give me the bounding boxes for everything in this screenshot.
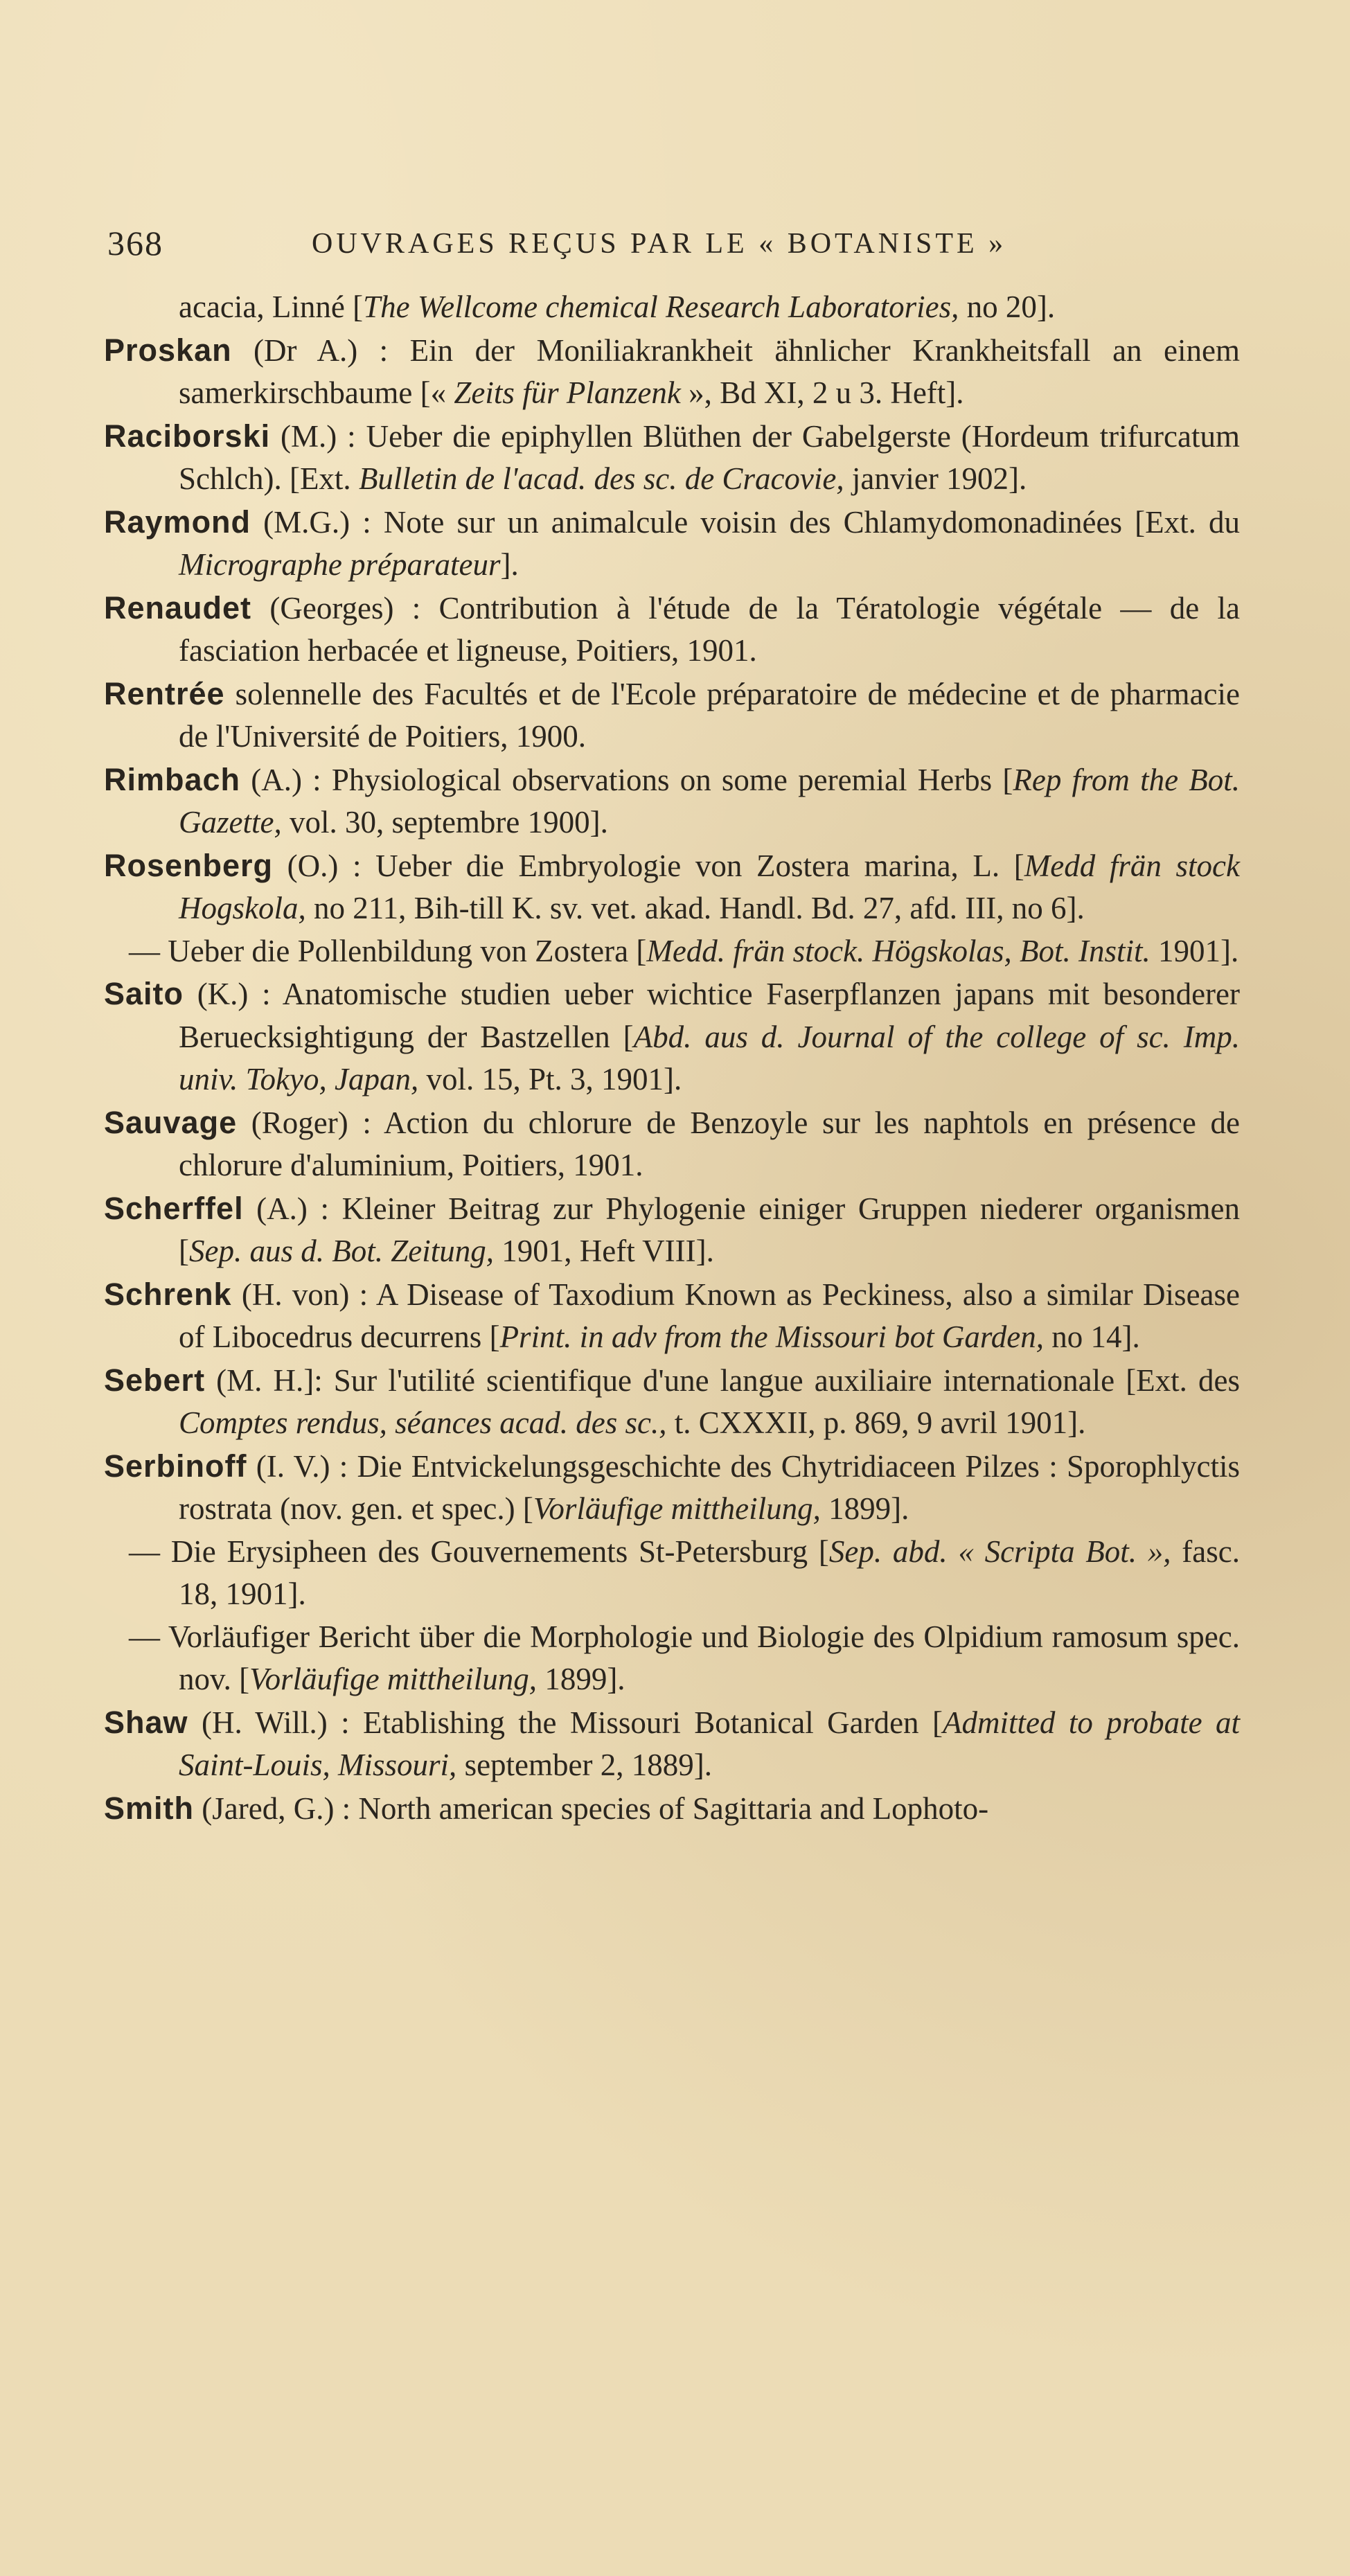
bibliography-entry	[104, 1445, 1240, 1531]
entry-details: (Roger) : Action du chlorure de Benzoyle sur les naphtols en présence de chlorure d'aluminium, Poitiers, 1901.	[179, 1105, 1240, 1182]
entry-details: (K.) : Anatomische studien ueber wichtice Faserpflanzen japans mit besonderer Beruecksightigung der Bastzellen [	[179, 977, 1240, 1054]
bibliography-list	[104, 285, 1240, 1830]
bibliography-entry	[104, 1101, 1240, 1187]
entry-tail: ].	[500, 547, 519, 582]
bibliography-entry	[104, 758, 1240, 844]
bibliography-entry	[104, 501, 1240, 587]
entry-tail: september 2, 1889].	[456, 1748, 712, 1782]
entry-details: (I. V.) : Die Entvickelungsgeschichte des Chytridiaceen Pilzes : Sporophlyctis rostrata (nov. gen. et spec.) [	[179, 1448, 1240, 1526]
entry-author: Shaw	[104, 1704, 188, 1740]
entry-author: Raymond	[104, 504, 251, 540]
bibliography-subentry	[104, 930, 1240, 973]
entry-author: Sauvage	[104, 1104, 238, 1140]
bibliography-entry	[104, 329, 1240, 415]
bibliography-entry	[104, 1187, 1240, 1273]
entry-tail: no 211, Bih-till K. sv. vet. akad. Handl. Bd. 27, afd. III, no 6].	[305, 891, 1085, 925]
entry-details: (Jared, G.) : North american species of Sagittaria and Lophoto-	[194, 1791, 989, 1826]
entry-source: Medd frän stock Hogskola,	[179, 848, 1240, 925]
entry-source: Medd. frän stock. Högskolas, Bot. Instit.	[646, 933, 1151, 968]
entry-dash: —	[129, 1534, 160, 1569]
entry-author: Scherffel	[104, 1190, 244, 1226]
entry-details: Ueber die Pollenbildung von Zostera [	[160, 933, 647, 968]
entry-details: (A.) : Physiological observations on some peremial Herbs [	[240, 762, 1013, 797]
bibliography-entry	[104, 587, 1240, 673]
entry-tail: no 20].	[959, 290, 1056, 324]
entry-details: (M.G.) : Note sur un animalcule voisin des Chlamydomonadinées [Ext. du	[251, 504, 1240, 540]
entry-tail: vol. 30, septembre 1900].	[281, 805, 608, 840]
entry-details: (O.) : Ueber die Embryologie von Zostera marina, L. [	[273, 848, 1024, 883]
entry-tail: janvier 1902].	[844, 461, 1027, 496]
entry-author: Rimbach	[104, 761, 241, 797]
page-header	[107, 223, 1243, 265]
entry-tail: 1899].	[537, 1662, 625, 1696]
entry-tail: 1901, Heft VIII].	[493, 1234, 714, 1268]
entry-source: Rep from the Bot. Gazette,	[179, 762, 1240, 840]
entry-source: Comptes rendus, séances acad. des sc.,	[179, 1405, 667, 1440]
entry-source: Vorläufige mittheilung,	[533, 1491, 821, 1526]
entry-dash: —	[129, 1619, 160, 1654]
entry-author: Rosenberg	[104, 847, 274, 883]
bibliography-entry	[104, 673, 1240, 758]
entry-details: Die Erysipheen des Gouvernements St-Petersburg [	[160, 1534, 829, 1569]
entry-details: (Georges) : Contribution à l'étude de la Tératologie végétale — de la fasciation herbacée et ligneuse, Poitiers, 1901.	[179, 590, 1240, 668]
entry-tail: fasc. 18, 1901].	[179, 1534, 1240, 1611]
entry-details: Vorläufiger Bericht über die Morphologie und Biologie des Olpidium ramosum spec. nov. [	[160, 1619, 1240, 1696]
entry-author: Saito	[104, 976, 184, 1011]
entry-dash: —	[129, 933, 160, 968]
entry-details: (H. Will.) : Etablishing the Missouri Botanical Garden [	[188, 1705, 943, 1740]
bibliography-entry	[104, 844, 1240, 930]
bibliography-entry	[104, 1273, 1240, 1359]
bibliography-entry	[104, 285, 1240, 329]
entry-tail: 1901].	[1150, 933, 1239, 968]
entry-author: Raciborski	[104, 418, 271, 454]
entry-author: Schrenk	[104, 1276, 232, 1312]
entry-source: Print. in adv from the Missouri bot Garden,	[499, 1320, 1044, 1354]
entry-author: Renaudet	[104, 589, 252, 625]
bibliography-entry	[104, 972, 1240, 1101]
entry-source: Sep. abd. « Scripta Bot. »,	[828, 1534, 1171, 1569]
entry-details: acacia, Linné [	[179, 290, 364, 324]
bibliography-subentry	[104, 1531, 1240, 1616]
bibliography-subentry	[104, 1616, 1240, 1701]
entry-source: Abd. aus d. Journal of the college of sc. Imp. univ. Tokyo, Japan,	[179, 1019, 1240, 1096]
entry-author: Sebert	[104, 1362, 206, 1398]
entry-tail: t. CXXXII, p. 869, 9 avril 1901].	[666, 1405, 1086, 1440]
entry-details: (M.) : Ueber die epiphyllen Blüthen der Gabelgerste (Hordeum trifurcatum Schlch). [Ext.	[179, 418, 1240, 496]
entry-author: Smith	[104, 1790, 195, 1826]
running-title: OUVRAGES REÇUS PAR LE « BOTANISTE »	[312, 228, 1007, 260]
entry-details: (Dr A.) : Ein der Moniliakrankheit ähnlicher Krankheitsfall an einem samerkirschbaume [«	[179, 332, 1240, 410]
entry-source: Zeits für Planzenk	[454, 375, 681, 410]
bibliography-entry	[104, 1787, 1240, 1831]
entry-details: (M. H.]: Sur l'utilité scientifique d'une langue auxiliaire internationale [Ext. des	[205, 1362, 1240, 1398]
entry-tail: », Bd XI, 2 u 3. Heft].	[680, 375, 964, 410]
entry-source: Vorläufige mittheilung,	[249, 1662, 538, 1696]
entry-source: The Wellcome chemical Research Laboratories,	[363, 290, 959, 324]
entry-details: (H. von) : A Disease of Taxodium Known as Peckiness, also a similar Disease of Libocedrus decurrens [	[179, 1277, 1240, 1354]
entry-tail: vol. 15, Pt. 3, 1901].	[418, 1062, 682, 1096]
entry-source: Admitted to probate at Saint-Louis, Missouri,	[179, 1705, 1240, 1782]
entry-author: Serbinoff	[104, 1448, 247, 1484]
entry-details: solennelle des Facultés et de l'Ecole préparatoire de médecine et de pharmacie de l'Université de Poitiers, 1900.	[179, 676, 1240, 754]
entry-source: Micrographe préparateur	[179, 547, 501, 582]
entry-author: Proskan	[104, 332, 232, 368]
entry-author: Rentrée	[104, 675, 225, 711]
bibliography-entry	[104, 415, 1240, 501]
page-number: 368	[107, 224, 163, 263]
bibliography-entry	[104, 1701, 1240, 1787]
entry-details: (A.) : Kleiner Beitrag zur Phylogenie einiger Gruppen niederer organismen [	[179, 1191, 1240, 1268]
bibliography-entry	[104, 1359, 1240, 1445]
entry-source: Bulletin de l'acad. des sc. de Cracovie,	[358, 461, 844, 496]
entry-tail: no 14].	[1043, 1320, 1140, 1354]
entry-tail: 1899].	[820, 1491, 909, 1526]
entry-source: Sep. aus d. Bot. Zeitung,	[189, 1234, 494, 1268]
